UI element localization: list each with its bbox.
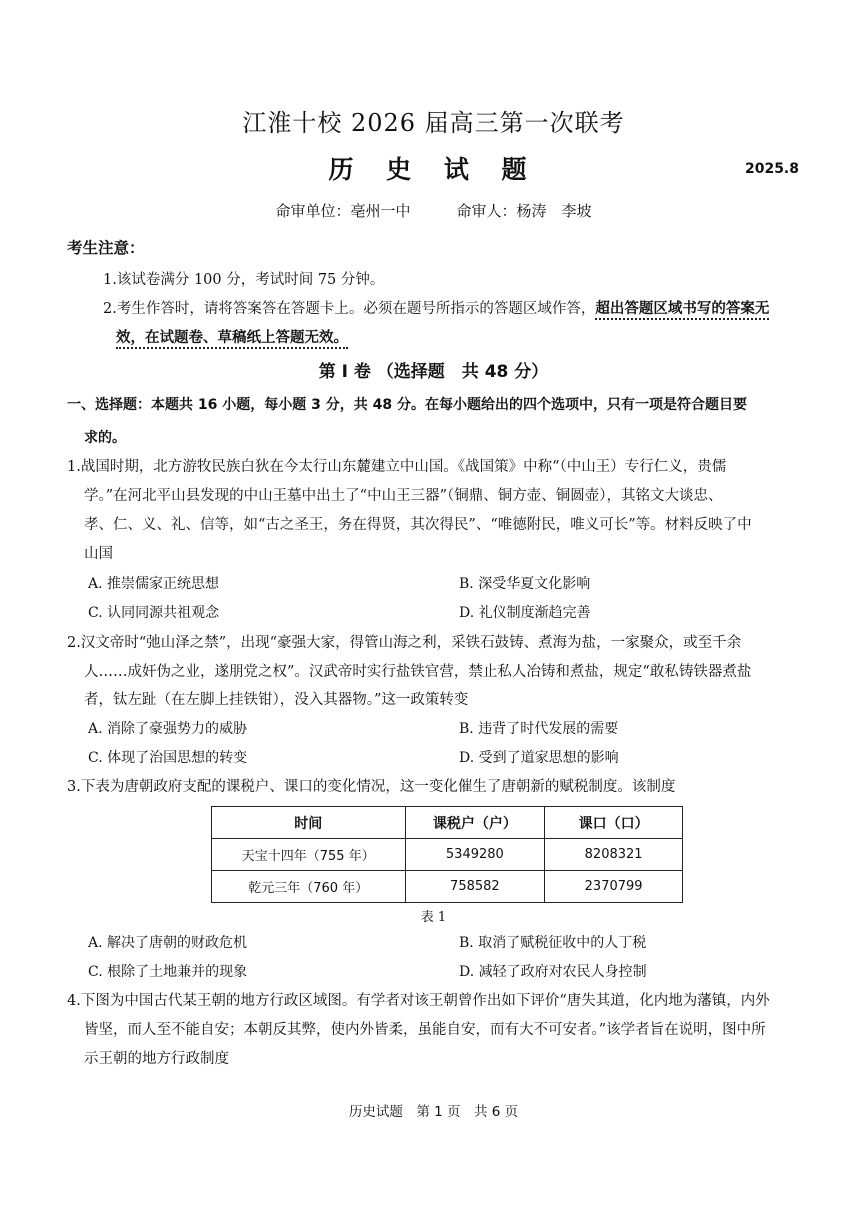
q1-option-d: D. 礼仪制度渐趋完善	[459, 605, 591, 621]
q3-data-table	[211, 806, 683, 903]
notice-item-2-emphasis: 超出答题区域书写的答案无	[595, 301, 769, 320]
q4-stem-line2: 皆坚，而人至不能自安；本朝反其弊，使内外皆柔，虽能自安，而有大不可安者。”该学者旨在说明，图中所	[84, 1022, 766, 1038]
q2-option-c: C. 体现了治国思想的转变	[88, 750, 248, 766]
page-footer: 历史试题 第 1 页 共 6 页	[348, 1104, 519, 1120]
notice-item-2	[103, 295, 769, 324]
table-cell: 5349280	[405, 839, 545, 871]
table-header-cell: 时间	[212, 807, 406, 839]
subject-title: 历 史 试 题	[328, 155, 539, 184]
table-header-cell: 课税户（户）	[405, 807, 545, 839]
q2-option-b: B. 违背了时代发展的需要	[459, 721, 619, 737]
section-instruction: 一、选择题：本题共 16 小题，每小题 3 分，共 48 分。在每小题给出的四个选项中，只有一项是符合题目要	[67, 397, 747, 413]
table-header-row	[212, 807, 683, 839]
table-cell: 乾元三年（760 年）	[212, 871, 406, 903]
q2-option-d: D. 受到了道家思想的影响	[459, 750, 619, 766]
table-caption: 表 1	[420, 910, 447, 925]
setters-names: 命审人：杨涛 李坡	[456, 202, 592, 220]
q1-option-a: A. 推崇儒家正统思想	[88, 576, 220, 592]
q1-option-c: C. 认同同源共祖观念	[88, 605, 220, 621]
q4-stem-line3: 示王朝的地方行政制度	[84, 1051, 229, 1067]
q3-stem-line1: 3.下表为唐朝政府支配的课税户、课口的变化情况，这一变化催生了唐朝新的赋税制度。该制度	[67, 779, 676, 795]
setting-unit: 命审单位：亳州一中	[275, 202, 411, 220]
table-cell: 天宝十四年（755 年）	[212, 839, 406, 871]
q3-option-b: B. 取消了赋税征收中的人丁税	[459, 935, 647, 951]
q1-stem-line2: 学。”在河北平山县发现的中山王墓中出土了“中山王三器”（铜鼎、铜方壶、铜圆壶），其铭文大谈忠、	[84, 488, 723, 504]
notice-item-2-emphasis-cont: 效，在试题卷、草稿纸上答题无效。	[116, 330, 348, 349]
q3-option-a: A. 解决了唐朝的财政危机	[88, 935, 248, 951]
q2-stem-line1: 2.汉文帝时“弛山泽之禁”，出现“豪强大家，得管山海之利，采铁石鼓铸、煮海为盐，一家聚众，或至千余	[67, 635, 742, 651]
q3-option-c: C. 根除了土地兼并的现象	[88, 964, 248, 980]
table-row	[212, 871, 683, 903]
notice-item-2-text: 2.考生作答时，请将答案答在答题卡上。必须在题号所指示的答题区域作答，	[103, 301, 596, 317]
section-instruction-cont: 求的。	[84, 430, 126, 446]
exam-title: 江淮十校 2026 届高三第一次联考	[242, 109, 625, 137]
table-row	[212, 839, 683, 871]
q1-option-b: B. 深受华夏文化影响	[459, 576, 591, 592]
q2-stem-line2: 人……成奸伪之业，遂朋党之权”。汉武帝时实行盐铁官营，禁止私人冶铸和煮盐，规定“敢私铸铁器煮盐	[84, 664, 752, 680]
q2-option-a: A. 消除了豪强势力的威胁	[88, 721, 248, 737]
table-header-cell: 课口（口）	[545, 807, 683, 839]
notice-item-2-cont	[116, 324, 348, 353]
q2-stem-line3: 者，钛左趾（在左脚上挂铁钳），没入其器物。”这一政策转变	[84, 692, 469, 708]
notice-heading: 考生注意：	[67, 239, 145, 257]
table-cell: 2370799	[545, 871, 683, 903]
q1-stem-line3: 孝、仁、义、礼、信等，如“古之圣王，务在得贤，其次得民”、“唯德附民，唯义可长”等。材料反映了中	[84, 517, 752, 533]
exam-date: 2025.8	[744, 161, 799, 177]
q3-option-d: D. 减轻了政府对农民人身控制	[459, 964, 647, 980]
q1-stem-line1: 1.战国时期，北方游牧民族白狄在今太行山东麓建立中山国。《战国策》中称“（中山王）专行仁义，贵儒	[67, 459, 727, 475]
section-heading: 第 I 卷 （选择题 共 48 分）	[318, 362, 549, 382]
notice-item-1: 1.该试卷满分 100 分，考试时间 75 分钟。	[103, 272, 385, 288]
setters-line	[0, 200, 867, 221]
table-cell: 758582	[405, 871, 545, 903]
q4-stem-line1: 4.下图为中国古代某王朝的地方行政区域图。有学者对该王朝曾作出如下评价“唐失其道，化内地为藩镇，内外	[67, 993, 770, 1009]
q1-stem-line4: 山国	[84, 546, 113, 562]
table-cell: 8208321	[545, 839, 683, 871]
